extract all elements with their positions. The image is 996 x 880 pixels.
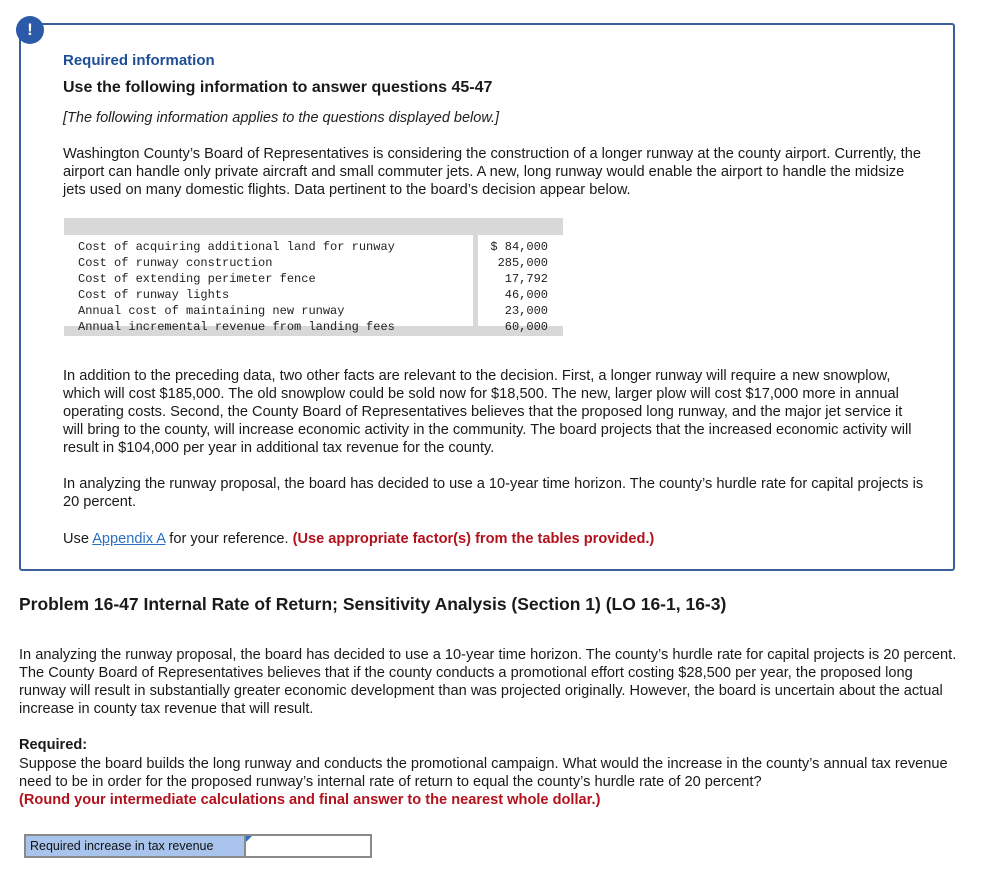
table-row bbox=[78, 319, 548, 335]
info-intro-paragraph: Washington County’s Board of Representatives is considering the construction of a longer runway at the county airport. Currently, the airport can handle only private aircraft and small commuter jets. A new, long runway would enable the airport to handle the midsize jets used on many domestic flights. Data pertinent to the board’s decision appear below. bbox=[63, 146, 921, 198]
required-paragraph bbox=[19, 755, 959, 809]
required-information-box bbox=[19, 23, 955, 571]
table-row-label: Cost of extending perimeter fence bbox=[78, 272, 316, 286]
required-instruction: (Round your intermediate calculations and final answer to the nearest whole dollar.) bbox=[19, 792, 601, 808]
table-row bbox=[78, 287, 548, 303]
alert-symbol: ! bbox=[27, 20, 33, 39]
table-row-value: 46,000 bbox=[504, 288, 548, 302]
info-heading: Use the following information to answer questions 45-47 bbox=[63, 79, 493, 96]
use-middle: for your reference. bbox=[165, 531, 293, 547]
info-title: Required information bbox=[63, 52, 215, 69]
table-row-label: Cost of runway lights bbox=[78, 288, 230, 302]
table-row bbox=[78, 255, 548, 271]
input-corner-marker bbox=[246, 836, 252, 842]
alert-icon bbox=[16, 16, 44, 44]
table-band-top bbox=[64, 218, 563, 235]
table-row-label: Annual incremental revenue from landing fees bbox=[78, 320, 395, 334]
table-row-label: Cost of runway construction bbox=[78, 256, 273, 270]
problem-analyze-paragraph: In analyzing the runway proposal, the board has decided to use a 10-year time horizon. The county’s hurdle rate for capital projects is 20 percent. The County Board of Representatives believes that if the county conducts a promotional effort costing $28,500 per year, the proposed long runway will result in substantially greater economic development than was projected originally. However, the board is uncertain about the actual increase in county tax revenue that will result. bbox=[19, 647, 957, 717]
table-row-value: 23,000 bbox=[504, 304, 548, 318]
table-row-value: $ 84,000 bbox=[490, 240, 548, 254]
table-row-label: Cost of acquiring additional land for runway bbox=[78, 240, 395, 254]
answer-row bbox=[24, 834, 372, 858]
answer-input-wrapper bbox=[246, 836, 370, 856]
problem-title: Problem 16-47 Internal Rate of Return; Sensitivity Analysis (Section 1) (LO 16-1, 16-3) bbox=[19, 594, 727, 614]
use-instruction: (Use appropriate factor(s) from the tables provided.) bbox=[292, 531, 655, 547]
table-row bbox=[78, 239, 548, 255]
required-label: Required: bbox=[19, 737, 88, 753]
info-note: [The following information applies to the questions displayed below.] bbox=[63, 110, 500, 126]
table-rows bbox=[78, 239, 548, 335]
table-row-value: 60,000 bbox=[504, 320, 548, 334]
info-facts-paragraph: In addition to the preceding data, two other facts are relevant to the decision. First, a longer runway will require a new snowplow, which will cost $185,000. The old snowplow could be sold now for $18,500. The new, larger plow will cost $17,000 more in annual operating costs. Second, the County Board of Representatives believes that the proposed long runway, and the major jet service it will bring to the county, will increase economic activity in the community. The board projects that the increased economic activity will result in $104,000 per year in additional tax revenue for the county. bbox=[63, 368, 912, 456]
table-row bbox=[78, 303, 548, 319]
appendix-a-link[interactable]: Appendix A bbox=[92, 531, 166, 547]
cost-data-table bbox=[64, 218, 563, 336]
use-prefix: Use bbox=[63, 531, 93, 547]
table-row-label: Annual cost of maintaining new runway bbox=[78, 304, 345, 318]
answer-label: Required increase in tax revenue bbox=[26, 836, 246, 856]
info-use-paragraph bbox=[63, 530, 925, 548]
required-increase-input[interactable] bbox=[246, 836, 370, 856]
info-horizon-paragraph: In analyzing the runway proposal, the board has decided to use a 10-year time horizon. The county’s hurdle rate for capital projects is 20 percent. bbox=[63, 476, 924, 510]
required-text: Suppose the board builds the long runway and conducts the promotional campaign. What would the increase in the county’s annual tax revenue need to be in order for the proposed runway’s internal rate of return to equal the county’s hurdle rate of 20 percent? bbox=[19, 756, 948, 790]
table-row bbox=[78, 271, 548, 287]
table-row-value: 285,000 bbox=[497, 256, 548, 270]
table-row-value: 17,792 bbox=[504, 272, 548, 286]
